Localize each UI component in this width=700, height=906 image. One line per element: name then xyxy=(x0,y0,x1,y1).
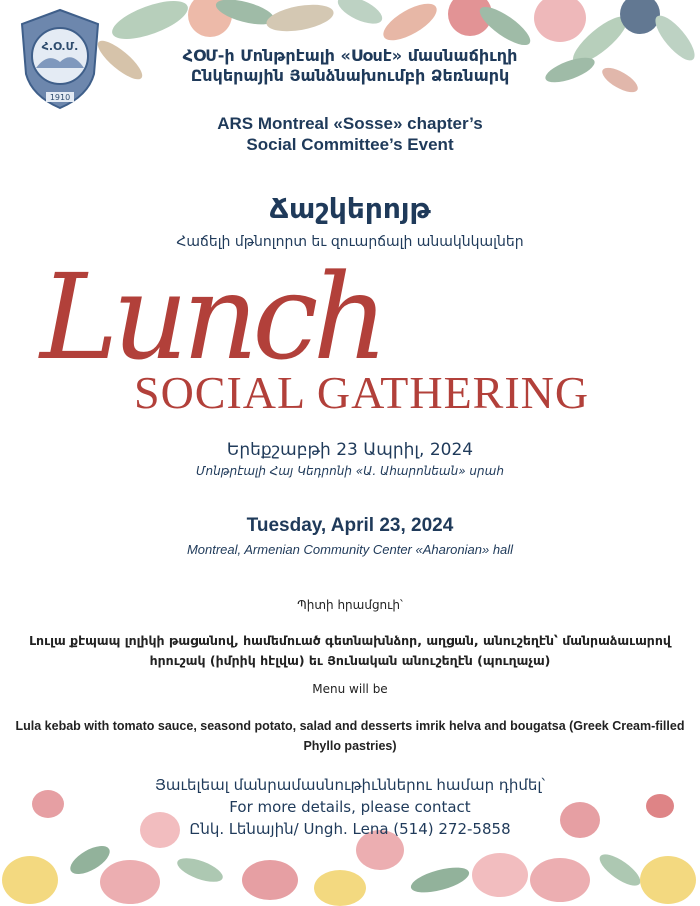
header-english-line2: Social Committee’s Event xyxy=(246,135,454,154)
event-date-armenian: Երեքշաբթի 23 Ապրիլ, 2024 xyxy=(226,440,474,460)
event-date-english: Tuesday, April 23, 2024 xyxy=(246,515,454,536)
menu-heading-english: Menu will be xyxy=(312,682,388,696)
header-armenian xyxy=(0,46,700,86)
menu-items-english: Lula kebab with tomato sauce, seasond potato, salad and desserts imrik helva and bougatsa (Greek Cream-filled Phyllo pastries) xyxy=(15,719,685,753)
emblem-year: 1910 xyxy=(49,93,71,102)
event-location-english: Montreal, Armenian Community Center «Aharonian» hall xyxy=(186,542,514,557)
header-armenian-line2: Ընկերային Յանձնախումբի Ձեռնարկ xyxy=(190,66,510,85)
event-location-armenian: Մոնթրէալի Հայ Կեդրոնի «Ա. Ահարոնեան» սրահ xyxy=(196,464,504,478)
emblem-letters: Հ.Օ.Մ. xyxy=(41,40,79,53)
title-armenian: Ճաշկերոյթ xyxy=(269,192,431,225)
social-gathering-title: SOCIAL GATHERING xyxy=(134,367,590,418)
menu-heading-armenian: Պիտի հրամցուի՝ xyxy=(297,598,403,612)
contact-armenian: Յաւելեալ մանրամասնութիւններու համար դիմել՝ xyxy=(154,776,546,794)
contact-english: For more details, please contact xyxy=(229,798,471,816)
header-english xyxy=(0,113,700,155)
menu-items-armenian: Լուլա քէպապ լոլիկի թացանով, համեմուած գետնախնձոր, աղցան, անուշեղէն՝ մանրաձաւարով հրուշակ (իմրիկ հէլվա) եւ Յունական անուշեղէն (պուղաչա) xyxy=(29,633,671,668)
contact-name-phone: Ընկ. Լենային/ Ungh. Lena (514) 272-5858 xyxy=(189,820,511,838)
subtitle-armenian: Հաճելի մթնոլորտ եւ զուարճալի անակնկալներ xyxy=(176,234,524,250)
header-armenian-line1: ՀՕՄ-ի Մոնթրէալի «Սօսէ» մասնաճիւղի xyxy=(182,46,518,65)
lunch-script-text: Lunch xyxy=(40,248,383,386)
header-english-line1: ARS Montreal «Sosse» chapter’s xyxy=(217,114,483,133)
